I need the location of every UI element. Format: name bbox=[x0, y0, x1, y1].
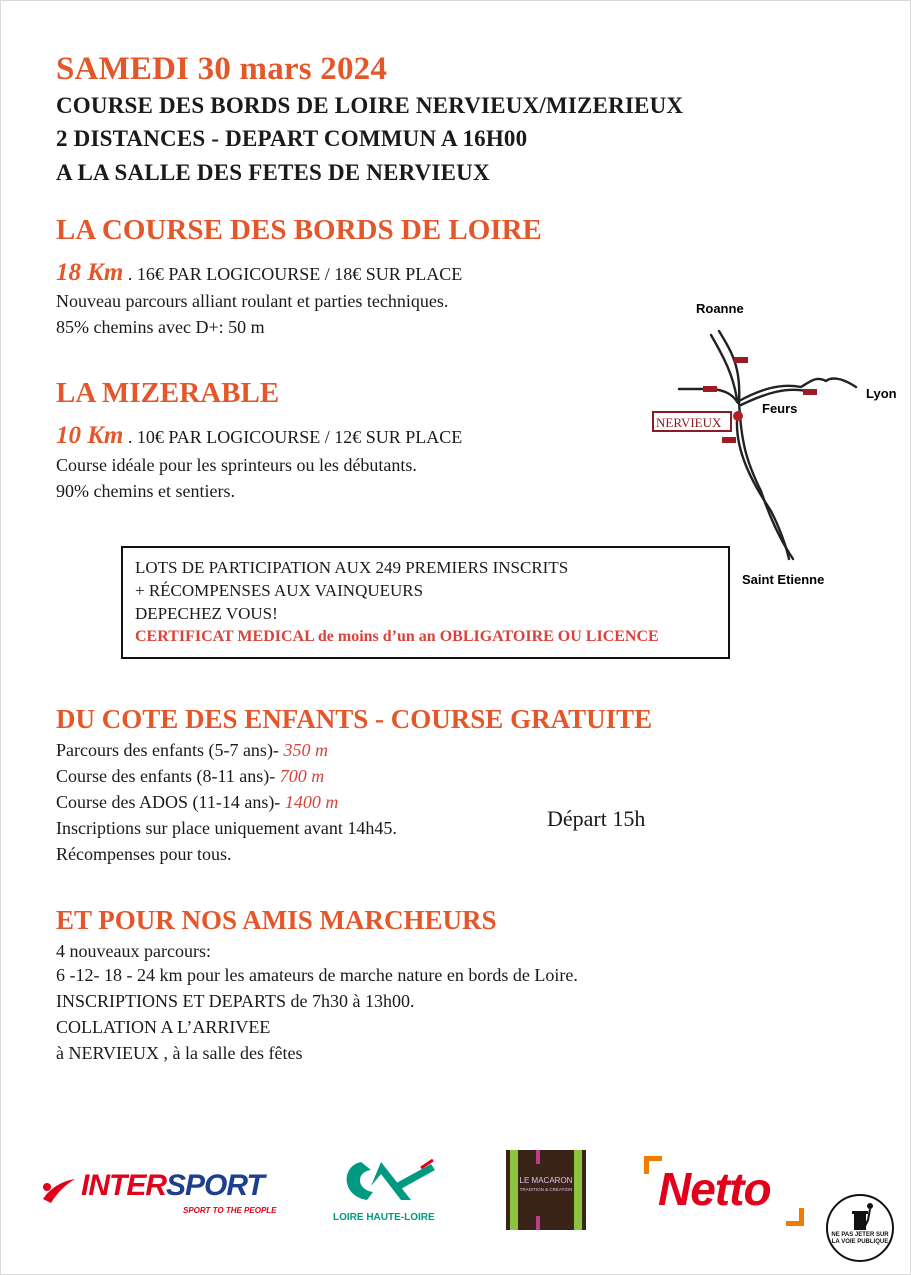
saint-etienne-label: Saint Etienne bbox=[742, 572, 825, 587]
course2-title: LA MIZERABLE bbox=[56, 377, 280, 409]
kids-depart: Départ 15h bbox=[547, 806, 646, 831]
info-box bbox=[121, 546, 730, 659]
course2-desc2: 90% chemins et sentiers. bbox=[56, 481, 235, 501]
walk-line-3: INSCRIPTIONS ET DEPARTS de 7h30 à 13h00. bbox=[56, 991, 415, 1011]
walk-line-4: COLLATION A L’ARRIVEE bbox=[56, 1017, 271, 1037]
course1-desc2: 85% chemins avec D+: 50 m bbox=[56, 317, 265, 337]
road-saint-etienne bbox=[739, 401, 793, 559]
nervieux-label: NERVIEUX bbox=[656, 415, 722, 430]
course1-distance-line bbox=[56, 259, 462, 287]
intersport-tagline: SPORT TO THE PEOPLE bbox=[183, 1206, 277, 1215]
intersport-logo bbox=[41, 1169, 296, 1224]
medical-warning: CERTIFICAT MEDICAL de moins d’un an OBLIGATOIRE OU LICENCE bbox=[135, 628, 659, 645]
walk-line-5: à NERVIEUX , à la salle des fêtes bbox=[56, 1043, 303, 1063]
credit-agricole-subtitle: LOIRE HAUTE-LOIRE bbox=[333, 1212, 435, 1223]
kids-row-2 bbox=[56, 766, 324, 787]
le-macaron-tagline: TRADITION & CREATION bbox=[519, 1187, 573, 1192]
road-marker-2 bbox=[703, 386, 717, 392]
kids-row-1 bbox=[56, 740, 328, 761]
no-littering-text: NE PAS JETER SUR LA VOIE PUBLIQUE bbox=[831, 1232, 889, 1245]
course1-price: . 16€ PAR LOGICOURSE / 18€ SUR PLACE bbox=[127, 264, 463, 284]
netto-logo bbox=[644, 1156, 804, 1226]
event-date: SAMEDI 30 mars 2024 bbox=[56, 51, 388, 87]
info-line-2: + RÉCOMPENSES AUX VAINQUEURS bbox=[135, 581, 424, 600]
course1-distance: 18 Km bbox=[56, 259, 124, 286]
kids-row-2-distance: 700 m bbox=[279, 766, 325, 786]
event-line-3: A LA SALLE DES FETES DE NERVIEUX bbox=[56, 160, 490, 185]
intersport-swoosh-icon bbox=[41, 1173, 77, 1209]
course2-distance: 10 Km bbox=[56, 422, 124, 449]
course1-desc1: Nouveau parcours alliant roulant et parties techniques. bbox=[56, 291, 449, 311]
event-line-1: COURSE DES BORDS DE LOIRE NERVIEUX/MIZERIEUX bbox=[56, 93, 684, 118]
le-macaron-name: LE MACARON bbox=[519, 1176, 573, 1185]
road-marker-1 bbox=[734, 357, 748, 363]
le-macaron-logo bbox=[506, 1150, 586, 1230]
road-marker-3 bbox=[803, 389, 817, 395]
intersport-wordmark: INTERSPORT bbox=[81, 1169, 264, 1202]
course2-desc1: Course idéale pour les sprinteurs ou les débutants. bbox=[56, 455, 417, 475]
nervieux-dot bbox=[733, 411, 743, 421]
kids-row-1-label: Parcours des enfants (5-7 ans)- bbox=[56, 740, 284, 760]
course1-title: LA COURSE DES BORDS DE LOIRE bbox=[56, 214, 542, 246]
event-line-2: 2 DISTANCES - DEPART COMMUN A 16H00 bbox=[56, 126, 528, 151]
credit-agricole-logo bbox=[331, 1156, 451, 1226]
roanne-label: Roanne bbox=[696, 301, 744, 316]
lyon-label: Lyon bbox=[866, 386, 897, 401]
feurs-label: Feurs bbox=[762, 401, 798, 416]
kids-row-2-label: Course des enfants (8-11 ans)- bbox=[56, 766, 280, 786]
course2-distance-line bbox=[56, 422, 462, 450]
kids-title: DU COTE DES ENFANTS - COURSE GRATUITE bbox=[56, 704, 653, 734]
info-line-1: LOTS DE PARTICIPATION AUX 249 PREMIERS INSCRITS bbox=[135, 558, 569, 577]
walk-title: ET POUR NOS AMIS MARCHEURS bbox=[56, 905, 497, 935]
kids-row-3 bbox=[56, 792, 338, 813]
road-marker-4 bbox=[722, 437, 736, 443]
kids-row-3-label: Course des ADOS (11-14 ans)- bbox=[56, 792, 285, 812]
kids-row-5: Récompenses pour tous. bbox=[56, 844, 232, 864]
kids-row-1-distance: 350 m bbox=[283, 740, 328, 760]
credit-agricole-icon bbox=[331, 1156, 451, 1208]
walk-line-2: 6 -12- 18 - 24 km pour les amateurs de marche nature en bords de Loire. bbox=[56, 965, 578, 985]
walk-line-1: 4 nouveaux parcours: bbox=[56, 941, 211, 961]
kids-row-4: Inscriptions sur place uniquement avant 14h45. bbox=[56, 818, 397, 838]
course2-price: . 10€ PAR LOGICOURSE / 12€ SUR PLACE bbox=[127, 427, 463, 447]
kids-row-3-distance: 1400 m bbox=[284, 792, 339, 812]
no-littering-logo bbox=[826, 1194, 894, 1262]
info-line-3: DEPECHEZ VOUS! bbox=[135, 604, 278, 623]
netto-wordmark: Netto bbox=[658, 1163, 771, 1215]
